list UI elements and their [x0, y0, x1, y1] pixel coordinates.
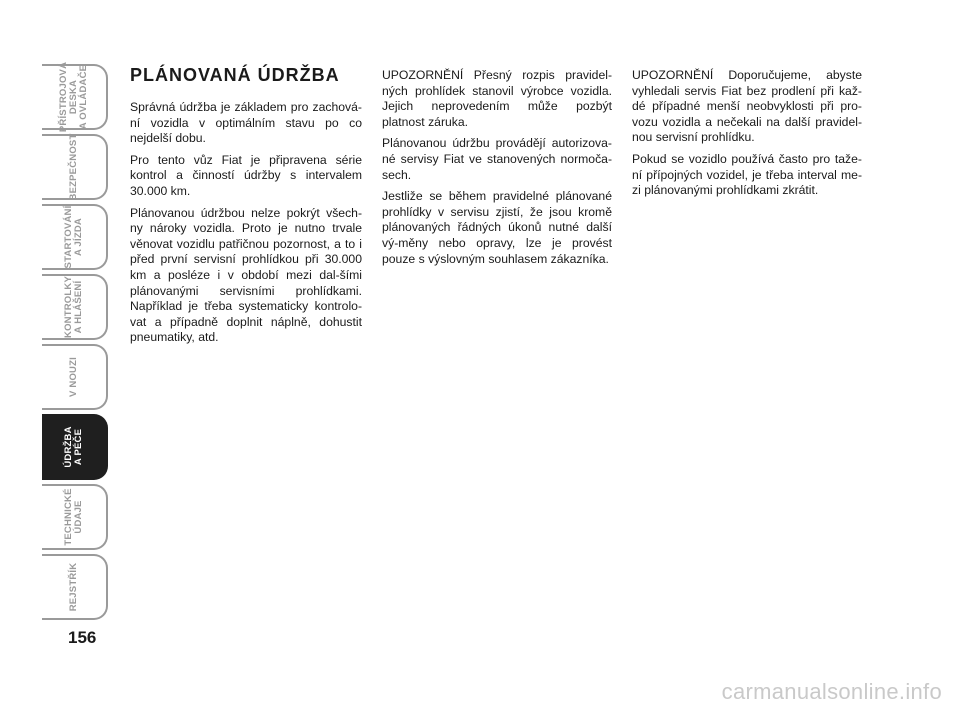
paragraph: Jestliže se během pravidelné plánované prohlídky v servisu zjistí, že jsou kromě plánovaných řádných úkonů nutné další vý-měny nebo opravy, lze je provést pouze s výslovným souhlasem zákazníka.	[382, 189, 612, 266]
tab-label: BEZPEČNOST	[68, 133, 79, 201]
tab-bezpecnost[interactable]	[42, 134, 108, 200]
tab-kontrolky[interactable]	[42, 274, 108, 340]
column-3	[632, 68, 862, 205]
tab-label: KONTROLKY A HLÁŠENÍ	[63, 276, 84, 338]
paragraph: Pokud se vozidlo používá často pro taže-ní přípojných vozidel, je třeba interval me-zi plánovanými prohlídkami zkrátit.	[632, 151, 862, 198]
tab-startovani[interactable]	[42, 204, 108, 270]
tab-pristrojova-deska[interactable]	[42, 61, 108, 133]
paragraph: Správná údržba je základem pro zachová-ní vozidla v optimálním stavu po co nejdelší dobu.	[130, 100, 362, 146]
tab-label: TECHNICKÉ ÚDAJE	[63, 488, 84, 546]
paragraph: Pro tento vůz Fiat je připravena série kontrol a činností údržby s intervalem 30.000 km.	[130, 152, 362, 198]
tab-label: PŘÍSTROJOVÁ DESKA A OVLÁDAČE	[58, 61, 89, 133]
tab-udrzba-active[interactable]	[42, 414, 108, 480]
tab-technicke-udaje[interactable]	[42, 484, 108, 550]
page-title: PLÁNOVANÁ ÚDRŽBA	[130, 65, 340, 85]
tab-label: ÚDRŽBA A PÉČE	[63, 426, 84, 468]
column-2	[382, 68, 612, 273]
paragraph: Plánovanou údržbou nelze pokrýt všech-ny nároky vozidla. Proto je nutno trvale věnovat vozidlu patřičnou pozornost, a to i před první servisní prohlídkou při 30.000 km a posléze i v období mezi dal-šími plánovanými servisními prohlídkami. Například je třeba systematicky kontrolo-vat a případně doplnit náplně, dohustit pneumatiky, atd.	[130, 205, 362, 345]
warning-paragraph: UPOZORNĚNÍ Přesný rozpis pravidel-ných prohlídek stanovil výrobce vozidla. Jejich neprovedením může pozbýt platnost záruka.	[382, 68, 612, 129]
tab-label: V NOUZI	[68, 357, 79, 397]
tab-label: STARTOVÁNÍ A JÍZDA	[63, 205, 84, 269]
column-1	[130, 64, 362, 352]
paragraph: Plánovanou údržbu provádějí autorizova-né servisy Fiat ve stanovených normoča-sech.	[382, 136, 612, 182]
tab-v-nouzi[interactable]	[42, 344, 108, 410]
tab-rejstrik[interactable]	[42, 554, 108, 620]
watermark-text: carmanualsonline.info	[721, 679, 942, 704]
warning-paragraph: UPOZORNĚNÍ Doporučujeme, abyste vyhledali servis Fiat bez prodlení při kaž-dé případné menší neobvyklosti při pro-vozu vozidla a nečekali na další pravidel-nou servisní prohlídku.	[632, 68, 862, 145]
tab-label: REJSTŘÍK	[68, 562, 79, 612]
page-number: 156	[68, 628, 97, 647]
